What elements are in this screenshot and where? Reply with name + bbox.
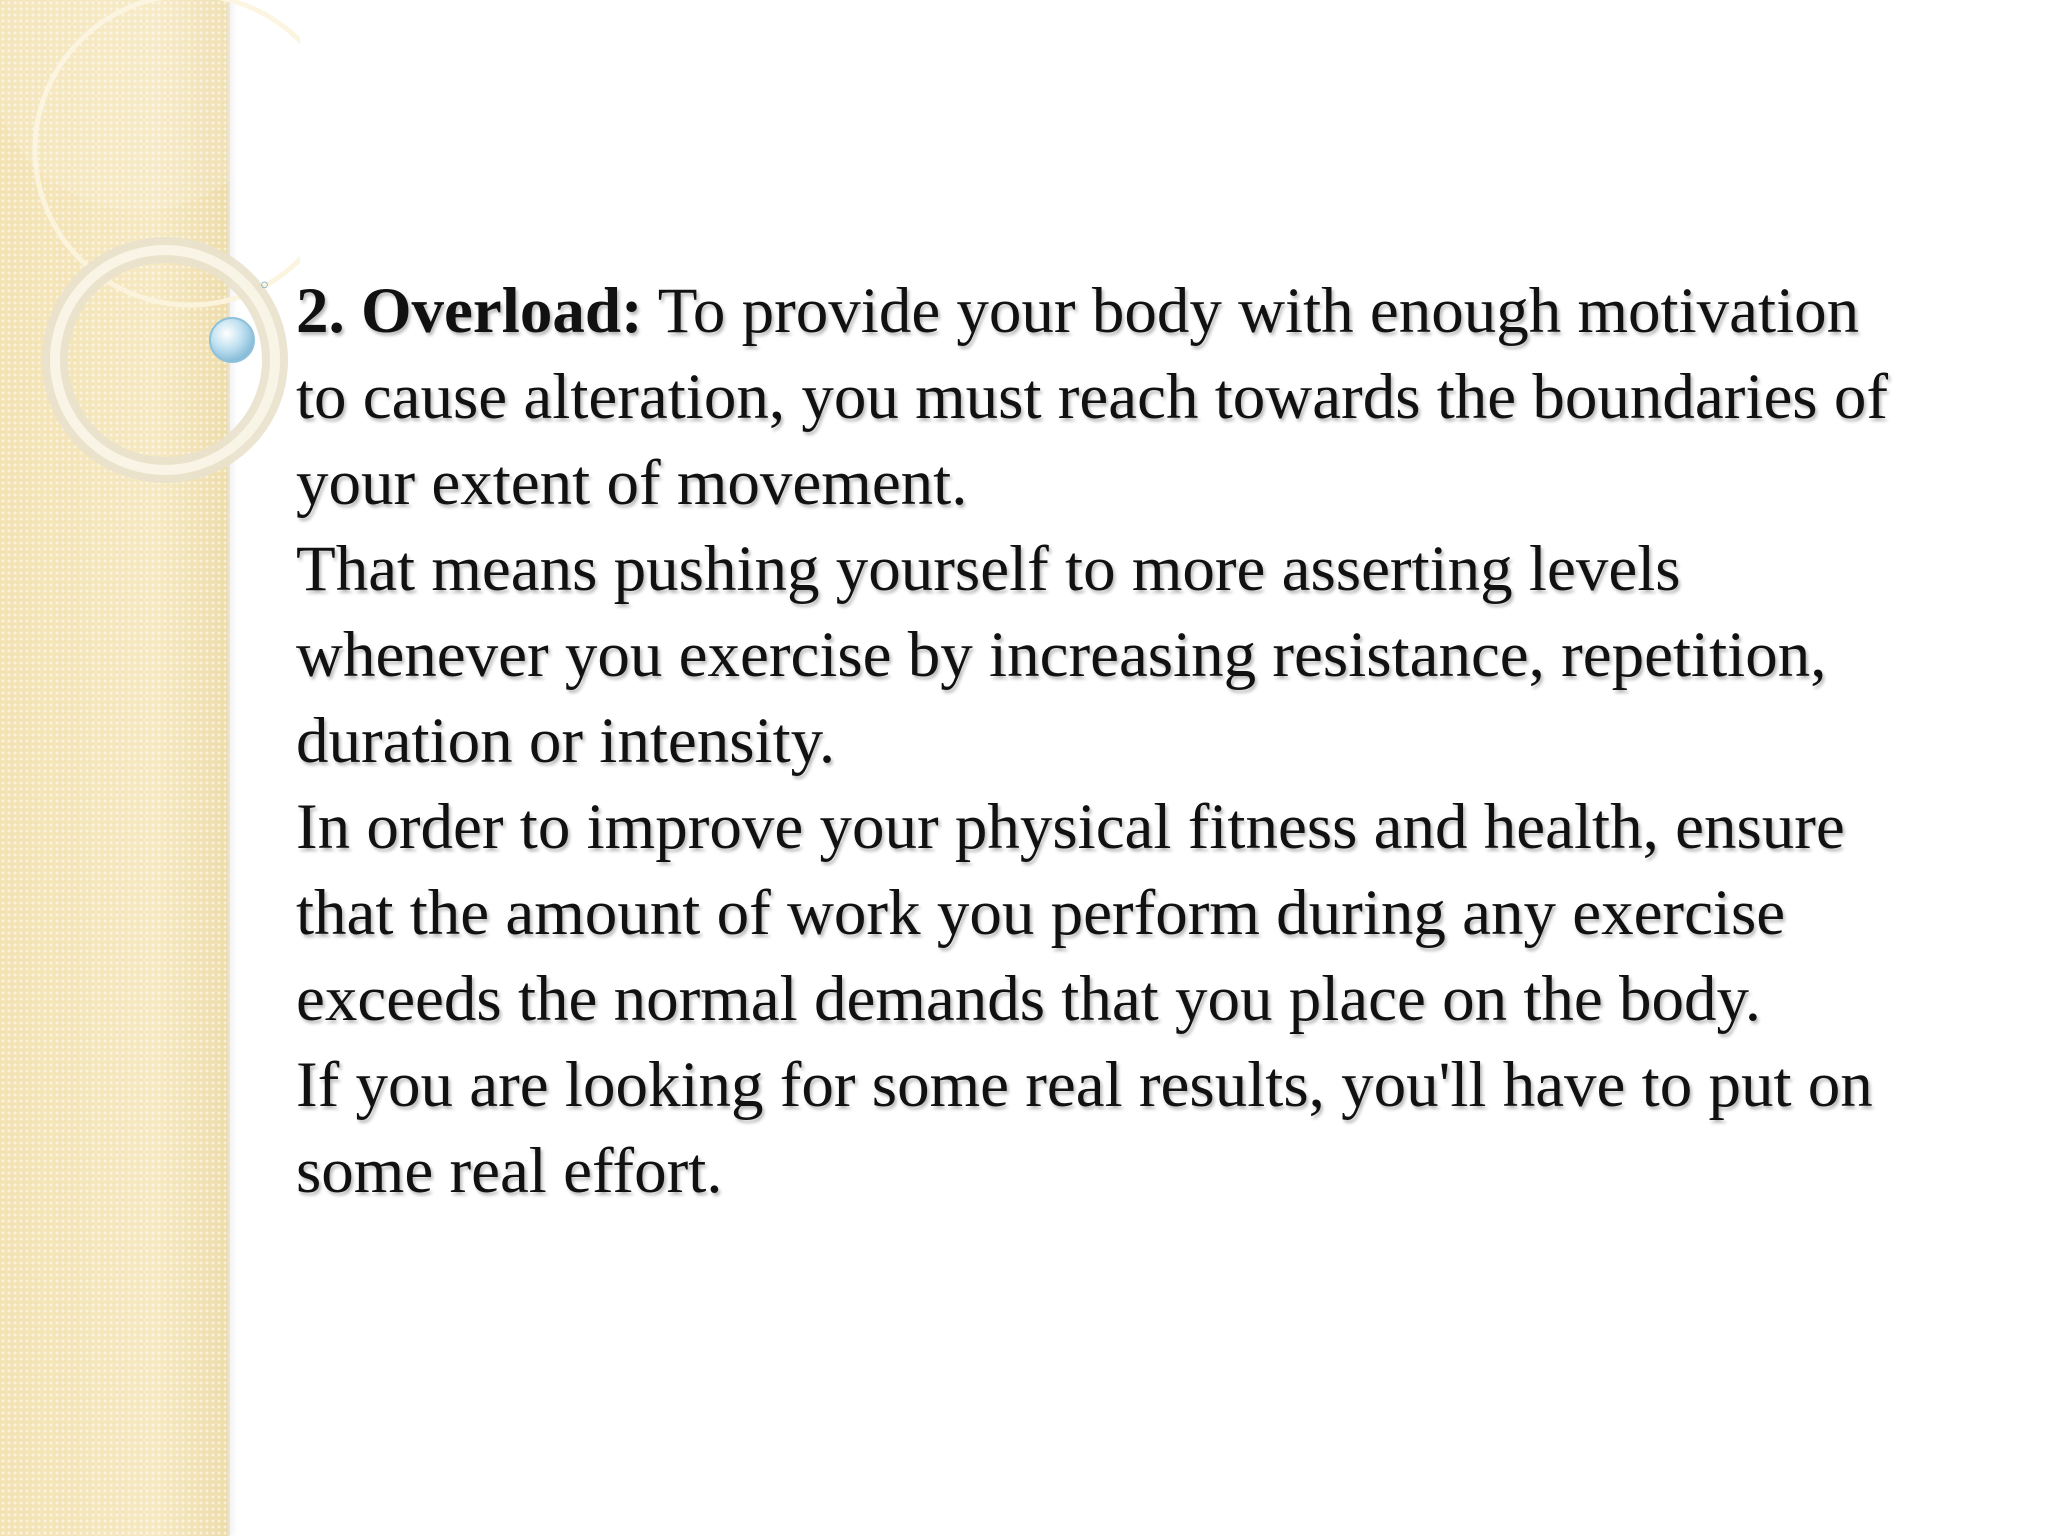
bullet-lead-label: 2. Overload: xyxy=(296,275,643,347)
bullet-item xyxy=(258,268,1896,1214)
paragraph-intro xyxy=(296,268,1896,526)
bullet-ring-icon: ◦ xyxy=(258,274,271,299)
bullet-intro-text: To provide your body with enough motivation to cause alteration, you must reach towards the boundaries of your extent of movement. xyxy=(296,275,1888,519)
paragraph-4: If you are looking for some real results, you'll have to put on some real effort. xyxy=(296,1049,1873,1207)
slide-body xyxy=(258,268,1896,1214)
paragraph-3: In order to improve your physical fitness and health, ensure that the amount of work you perform during any exercise exceeds the normal demands that you place on the body. xyxy=(296,791,1845,1035)
paragraph-2: That means pushing yourself to more asserting levels whenever you exercise by increasing resistance, repetition, duration or intensity. xyxy=(296,533,1827,777)
decorative-side-panel xyxy=(0,0,230,1536)
